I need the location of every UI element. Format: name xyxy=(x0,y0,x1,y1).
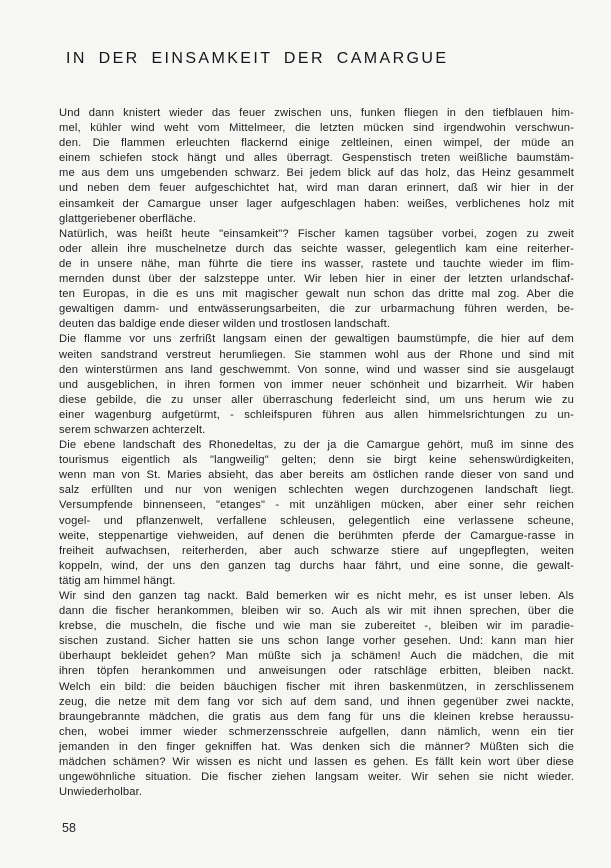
text-line: einsamkeit der Camargue unser lager aufgeschlagen haben: weißes, verblichenes holz mit xyxy=(59,197,574,210)
paragraph xyxy=(59,589,574,800)
text-line: freiheit aufwachsen, reiterherden, aber auch schwarze stiere auf ungepflegten, weiten xyxy=(59,544,574,557)
text-line: me aus dem uns umgebenden schwarz. Bei jedem blick auf das holz, das Heinz gesammelt xyxy=(59,167,574,180)
text-line: und neben dem feuer aufgeschichtet hat, wird man daran erinnert, daß wir hier in der xyxy=(59,182,574,195)
body-text xyxy=(59,106,574,800)
text-line: Versumpfende binnenseen, "etanges" - mit unzähligen mücken, aber einer sehr reichen xyxy=(59,499,574,512)
text-line: salz erfüllten und nur von wenigen schlechten wegen durchzogenen landschaft liegt. xyxy=(59,484,574,497)
text-line: zeug, die netze mit dem fang vor sich auf dem sand, und ihnen gegenüber zwei nackte, xyxy=(59,695,574,708)
text-line: überhaupt bekleidet gehen? Man müßte sich ja schämen! Auch die mädchen, die mit xyxy=(59,650,574,663)
text-line: diese gebilde, die zu unser aller überraschung federleicht sind, um uns herum wie zu xyxy=(59,393,574,406)
text-line: de in unsere nähe, man führte die tiere ins wasser, rastete und tauchte wieder im flim- xyxy=(59,257,574,270)
text-line: weiten sandstrand verstreut herumliegen. Sie stammen wohl aus der Rhone und sind mit xyxy=(59,348,574,361)
text-line: Welch ein bild: die beiden bäuchigen fischer mit ihren baskenmützen, in zerschlissenem xyxy=(59,680,574,693)
paragraph xyxy=(59,332,574,438)
text-line: glattgeriebener oberfläche. xyxy=(59,212,197,225)
text-line: chen, wobei immer wieder schmerzensschreie aufgellen, dann nämlich, wenn ein tier xyxy=(59,725,574,738)
paragraph xyxy=(59,227,574,333)
paragraph xyxy=(59,106,574,227)
text-line: einem schiefen stock hängt und alles überragt. Gespenstisch treten weißliche baumstäm- xyxy=(59,152,574,165)
text-line: Natürlich, was heißt heute "einsamkeit"? Fischer kamen tagsüber vorbei, zogen zu zweit xyxy=(59,227,574,240)
text-line: ihren töpfen herankommen und anweisungen oder ratschläge erbitten, bleiben nackt. xyxy=(59,665,574,678)
text-line: Die flamme vor uns zerfrißt langsam einen der gewaltigen baumstümpfe, die hier auf dem xyxy=(59,333,574,346)
text-line: oder allein ihre muschelnetze durch das seichte wasser, gelegentlich kam eine reiterher- xyxy=(59,242,574,255)
text-line: weite, steppenartige viehweiden, auf denen die berühmten pferde der Camargue-rasse in xyxy=(59,529,574,542)
text-line: und ausgeblichen, in ihren formen von immer neuer schönheit und bizarrheit. Wir haben xyxy=(59,378,574,391)
page-number: 58 xyxy=(62,821,76,835)
text-line: tätig am himmel hängt. xyxy=(59,574,176,587)
text-line: vogel- und pflanzenwelt, verfallene schleusen, gelegentlich eine verlassene scheune, xyxy=(59,514,574,527)
text-line: Und dann knistert wieder das feuer zwischen uns, funken fliegen in den tiefblauen him- xyxy=(59,107,574,119)
text-line: wenn man von St. Maries absieht, das aber bereits am östlichen rande dieser von sand und xyxy=(59,469,574,482)
text-line: mernden dunst über der salzsteppe unter. Wir leben hier in einer der letzten urlandschaf- xyxy=(59,273,574,286)
text-line: gewaltigen damm- und entwässerungsarbeiten, die zur urbarmachung führen werden, be- xyxy=(59,303,574,316)
text-line: einer wagenburg aufgetürmt, - schleifspuren führen aus allen himmelsrichtungen zu un- xyxy=(59,408,574,421)
text-line: ungewöhnliche situation. Die fischer ziehen langsam weiter. Wir sehen sie nicht wieder. xyxy=(59,771,574,784)
text-line: krebse, die muscheln, die fische und wie man sie zubereitet -, bleiben wir im paradie- xyxy=(59,620,574,633)
text-line: den. Die flammen erleuchten flackernd einige zeltleinen, einen wimpel, der müde an xyxy=(59,137,574,150)
text-line: jemanden in den finger gekniffen hat. Was denken sich die männer? Müßten sich die xyxy=(59,740,574,753)
text-line: deuten das baldige ende dieser wilden und trostlosen landschaft. xyxy=(59,318,391,331)
text-line: dann die fischer herankommen, bleiben wir so. Auch als wir mit ihnen sprechen, über die xyxy=(59,605,574,618)
text-line: serem schwarzen achterzelt. xyxy=(59,423,206,436)
text-line: Wir sind den ganzen tag nackt. Bald bemerken wir es nicht mehr, es ist unser leben. Als xyxy=(59,590,574,602)
page-title: IN DER EINSAMKEIT DER CAMARGUE xyxy=(66,50,449,67)
text-line: ten Europas, in die es uns mit magischer gewalt nun schon das dritte mal zog. Aber die xyxy=(59,288,574,301)
text-line: sischen zustand. Sicher hatten sie uns schon lange vorher gesehen. Und: kann man hier xyxy=(59,635,574,648)
paragraph xyxy=(59,438,574,589)
text-line: braungebrannte mädchen, die gratis aus dem fang für uns die kleinen krebse heraussu- xyxy=(59,710,574,723)
text-line: den winterstürmen ans land geschwemmt. Von sonne, wind und wasser sind sie ausgelaugt xyxy=(59,363,574,376)
text-line: mel, kühler wind weht vom Mittelmeer, die letzten mücken sind irgendwohin verschwun- xyxy=(59,122,574,135)
text-line: Die ebene landschaft des Rhonedeltas, zu der ja die Camargue gehört, muß im sinne des xyxy=(59,439,574,452)
text-line: Unwiederholbar. xyxy=(59,786,143,799)
text-line: koppeln, wind, der uns den ganzen tag durchs haar fährt, und eine sonne, die gewalt- xyxy=(59,559,574,572)
text-line: mädchen schämen? Wir wissen es nicht und lassen es gehen. Es fällt kein wort über diese xyxy=(59,756,574,769)
text-line: tourismus eigentlich als "langweilig" gelten; denn sie birgt keine sehenswürdigkeiten, xyxy=(59,454,574,467)
